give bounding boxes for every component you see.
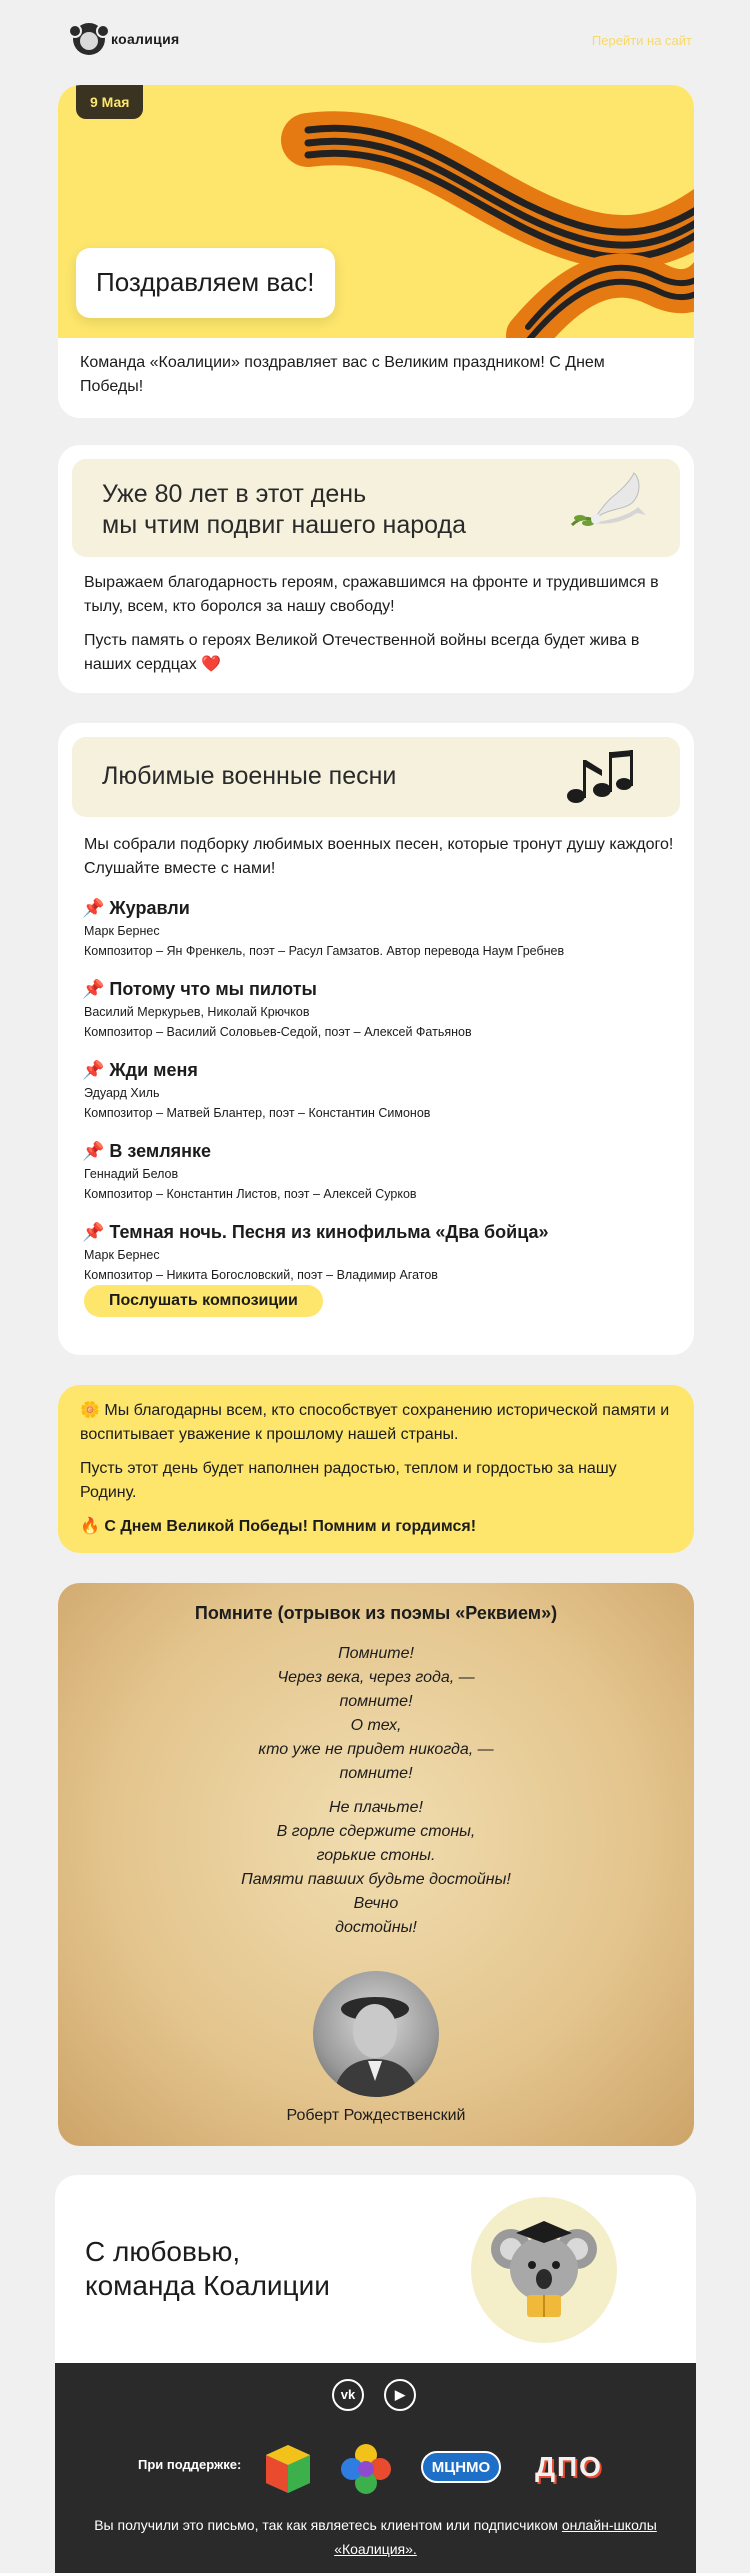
poem-line: Помните!	[338, 1645, 414, 1662]
poem-line: горькие стоны.	[316, 1847, 436, 1864]
poem-line: достойны!	[335, 1919, 417, 1936]
song-performer: Геннадий Белов	[84, 1167, 179, 1181]
thanks-box	[58, 1385, 694, 1553]
poem-line: помните!	[339, 1693, 413, 1710]
songs-banner	[72, 737, 680, 817]
song-performer: Марк Бернес	[84, 924, 160, 938]
thanks-paragraph-3: 🔥 С Днем Великой Победы! Помним и гордимся!	[80, 1518, 477, 1535]
thanks-paragraph-1: 🌼 Мы благодарны всем, кто способствует сохранению исторической памяти и воспитывает уважение к прошлому нашей страны.	[80, 1402, 670, 1443]
koala-logo-icon	[73, 23, 105, 55]
listen-songs-button[interactable]: Послушать композиции	[84, 1285, 323, 1317]
songs-banner-title: Любимые военные песни	[102, 762, 397, 790]
song-credits: Композитор – Никита Богословский, поэт – Владимир Агатов	[84, 1268, 438, 1282]
songs-intro: Мы собрали подборку любимых военных песен, которые тронут душу каждого! Слушайте вместе с нами!	[84, 836, 674, 877]
poem-line: кто уже не придет никогда, —	[258, 1741, 494, 1758]
partner-logo-mcnmo: МЦНМО	[421, 2451, 501, 2483]
poem-card	[58, 1583, 694, 2146]
hero-card	[58, 85, 694, 418]
songs-card	[58, 723, 694, 1355]
partner-logo-cube-icon	[260, 2441, 316, 2497]
footer	[55, 2363, 696, 2573]
logo-text: коалиция	[111, 31, 180, 47]
song-title: 📌 Потому что мы пилоты	[82, 979, 317, 999]
hero-text: Команда «Коалиции» поздравляет вас с Великим праздником! С Днем Победы!	[80, 354, 605, 395]
date-badge: 9 Мая	[76, 85, 143, 119]
poem-line: Памяти павших будьте достойны!	[241, 1871, 511, 1888]
song-performer: Василий Меркурьев, Николай Крючков	[84, 1005, 310, 1019]
koala-graduate-icon	[471, 2197, 617, 2343]
youtube-icon[interactable]: ▶	[384, 2379, 416, 2411]
dove-icon	[562, 463, 652, 553]
poem-line: помните!	[339, 1765, 413, 1782]
memory-paragraph-2: Пусть память о героях Великой Отечественной войны всегда будет жива в наших сердцах ❤️	[84, 632, 640, 673]
memory-paragraph-1: Выражаем благодарность героям, сражавшимся на фронте и трудившимся в тылу, всем, кто боролся за нашу свободу!	[84, 574, 659, 615]
koala-mascot	[471, 2197, 617, 2343]
song-credits: Композитор – Василий Соловьев-Седой, поэт – Алексей Фатьянов	[84, 1025, 472, 1039]
poem-title: Помните (отрывок из поэмы «Реквием»)	[194, 1603, 558, 1623]
song-credits: Композитор – Матвей Блантер, поэт – Константин Симонов	[84, 1106, 431, 1120]
poem-line: Не плачьте!	[329, 1799, 423, 1816]
memory-banner-line1: Уже 80 лет в этот день	[102, 480, 367, 508]
signature-block	[55, 2175, 696, 2363]
song-title: 📌 В землянке	[82, 1141, 212, 1161]
partner-logo-star-icon	[338, 2441, 394, 2497]
partner-logo-dpo: ДПО	[535, 2451, 603, 2482]
poem-line: О тех,	[350, 1717, 402, 1734]
music-notes-icon	[562, 742, 642, 812]
school-link[interactable]: онлайн-школы «Коалиция».	[334, 2517, 657, 2557]
song-title: 📌 Темная ночь. Песня из кинофильма «Два бойца»	[82, 1222, 549, 1242]
poem-line: В горле сдержите стоны,	[276, 1823, 476, 1840]
thanks-paragraph-2: Пусть этот день будет наполнен радостью, теплом и гордостью за нашу Родину.	[80, 1460, 617, 1501]
song-title: 📌 Журавли	[82, 898, 190, 918]
author-portrait	[313, 1971, 439, 2097]
hero-title: Поздравляем вас!	[76, 248, 335, 318]
legal-notice	[55, 2513, 696, 2561]
song-credits: Композитор – Константин Листов, поэт – Алексей Сурков	[84, 1187, 417, 1201]
song-credits: Композитор – Ян Френкель, поэт – Расул Гамзатов. Автор перевода Наум Гребнев	[84, 944, 565, 958]
song-performer: Марк Бернес	[84, 1248, 160, 1262]
poem-line: Вечно	[353, 1895, 399, 1912]
signature-line-1: С любовью,	[85, 2236, 241, 2267]
song-performer: Эдуард Хиль	[84, 1086, 160, 1100]
poem-line: Через века, через года, —	[277, 1669, 475, 1686]
legal-text: Вы получили это письмо, так как являетесь клиентом или подписчиком	[94, 2517, 562, 2533]
memory-card	[58, 445, 694, 693]
song-title: 📌 Жди меня	[82, 1060, 198, 1080]
poem-author: Роберт Рождественский	[286, 2107, 466, 2124]
support-label: При поддержке:	[138, 2457, 242, 2472]
hero-banner	[58, 85, 694, 338]
brand-logo[interactable]	[73, 23, 179, 55]
signature-line-2: команда Коалиции	[85, 2270, 330, 2301]
memory-banner	[72, 459, 680, 557]
go-to-site-link[interactable]: Перейти на сайт	[591, 33, 692, 48]
vk-icon[interactable]: vk	[332, 2379, 364, 2411]
person-silhouette-icon	[313, 1971, 439, 2097]
memory-banner-line2: мы чтим подвиг нашего народа	[102, 511, 467, 539]
